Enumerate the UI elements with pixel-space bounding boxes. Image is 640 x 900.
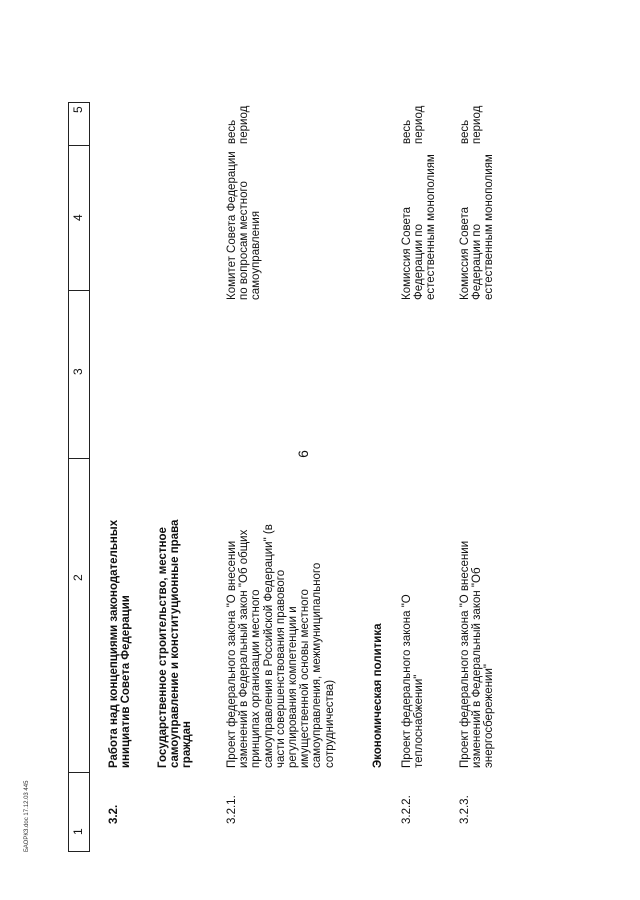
- column-header-2: 2: [71, 574, 85, 581]
- row-number: 3.2.: [108, 804, 120, 824]
- row-number: 3.2.1.: [226, 795, 238, 824]
- row-number: 3.2.3.: [459, 795, 471, 824]
- responsible-cell: Комиссия Совета Федерации по естественным монополиям: [459, 154, 496, 300]
- page-number: 6: [294, 450, 311, 458]
- row-number: 3.2.2.: [401, 795, 413, 824]
- section-title: Государственное строительство, местное самоуправление и конституционные права граждан: [157, 519, 194, 768]
- row-title: Проект федерального закона "О теплоснабжении": [401, 594, 426, 768]
- term-cell: весь период: [459, 105, 484, 144]
- term-cell: весь период: [226, 105, 251, 144]
- column-header-4: 4: [71, 214, 85, 221]
- responsible-cell: Комиссия Совета Федерации по естественным монополиям: [401, 154, 438, 300]
- term-cell: весь период: [401, 105, 426, 144]
- column-header-1: 1: [71, 828, 85, 835]
- table-header: [68, 102, 90, 852]
- section-title: Экономическая политика: [372, 623, 384, 768]
- row-title: Проект федерального закона "О внесении изменений в Федеральный закон "Об энергосбережении": [459, 540, 496, 768]
- column-header-5: 5: [71, 106, 85, 113]
- rotated-table: [20, 60, 620, 880]
- footer-code: БАОРКЗ.doc 17.12.03 445: [24, 780, 30, 852]
- responsible-cell: Комитет Совета Федерации по вопросам местного самоуправления: [226, 151, 263, 300]
- row-title: Проект федерального закона "О внесении изменений в Федеральный закон "Об общих принципах организации местного самоуправления в Российской Федерации" (в части совершенствования правового регулирования компетенции и имущественной основы местного самоуправления, межмуниципального сотрудничества): [226, 524, 336, 768]
- column-header-3: 3: [71, 368, 85, 375]
- row-title: Работа над концепциями законодательных инициатив Совета Федерации: [108, 519, 133, 768]
